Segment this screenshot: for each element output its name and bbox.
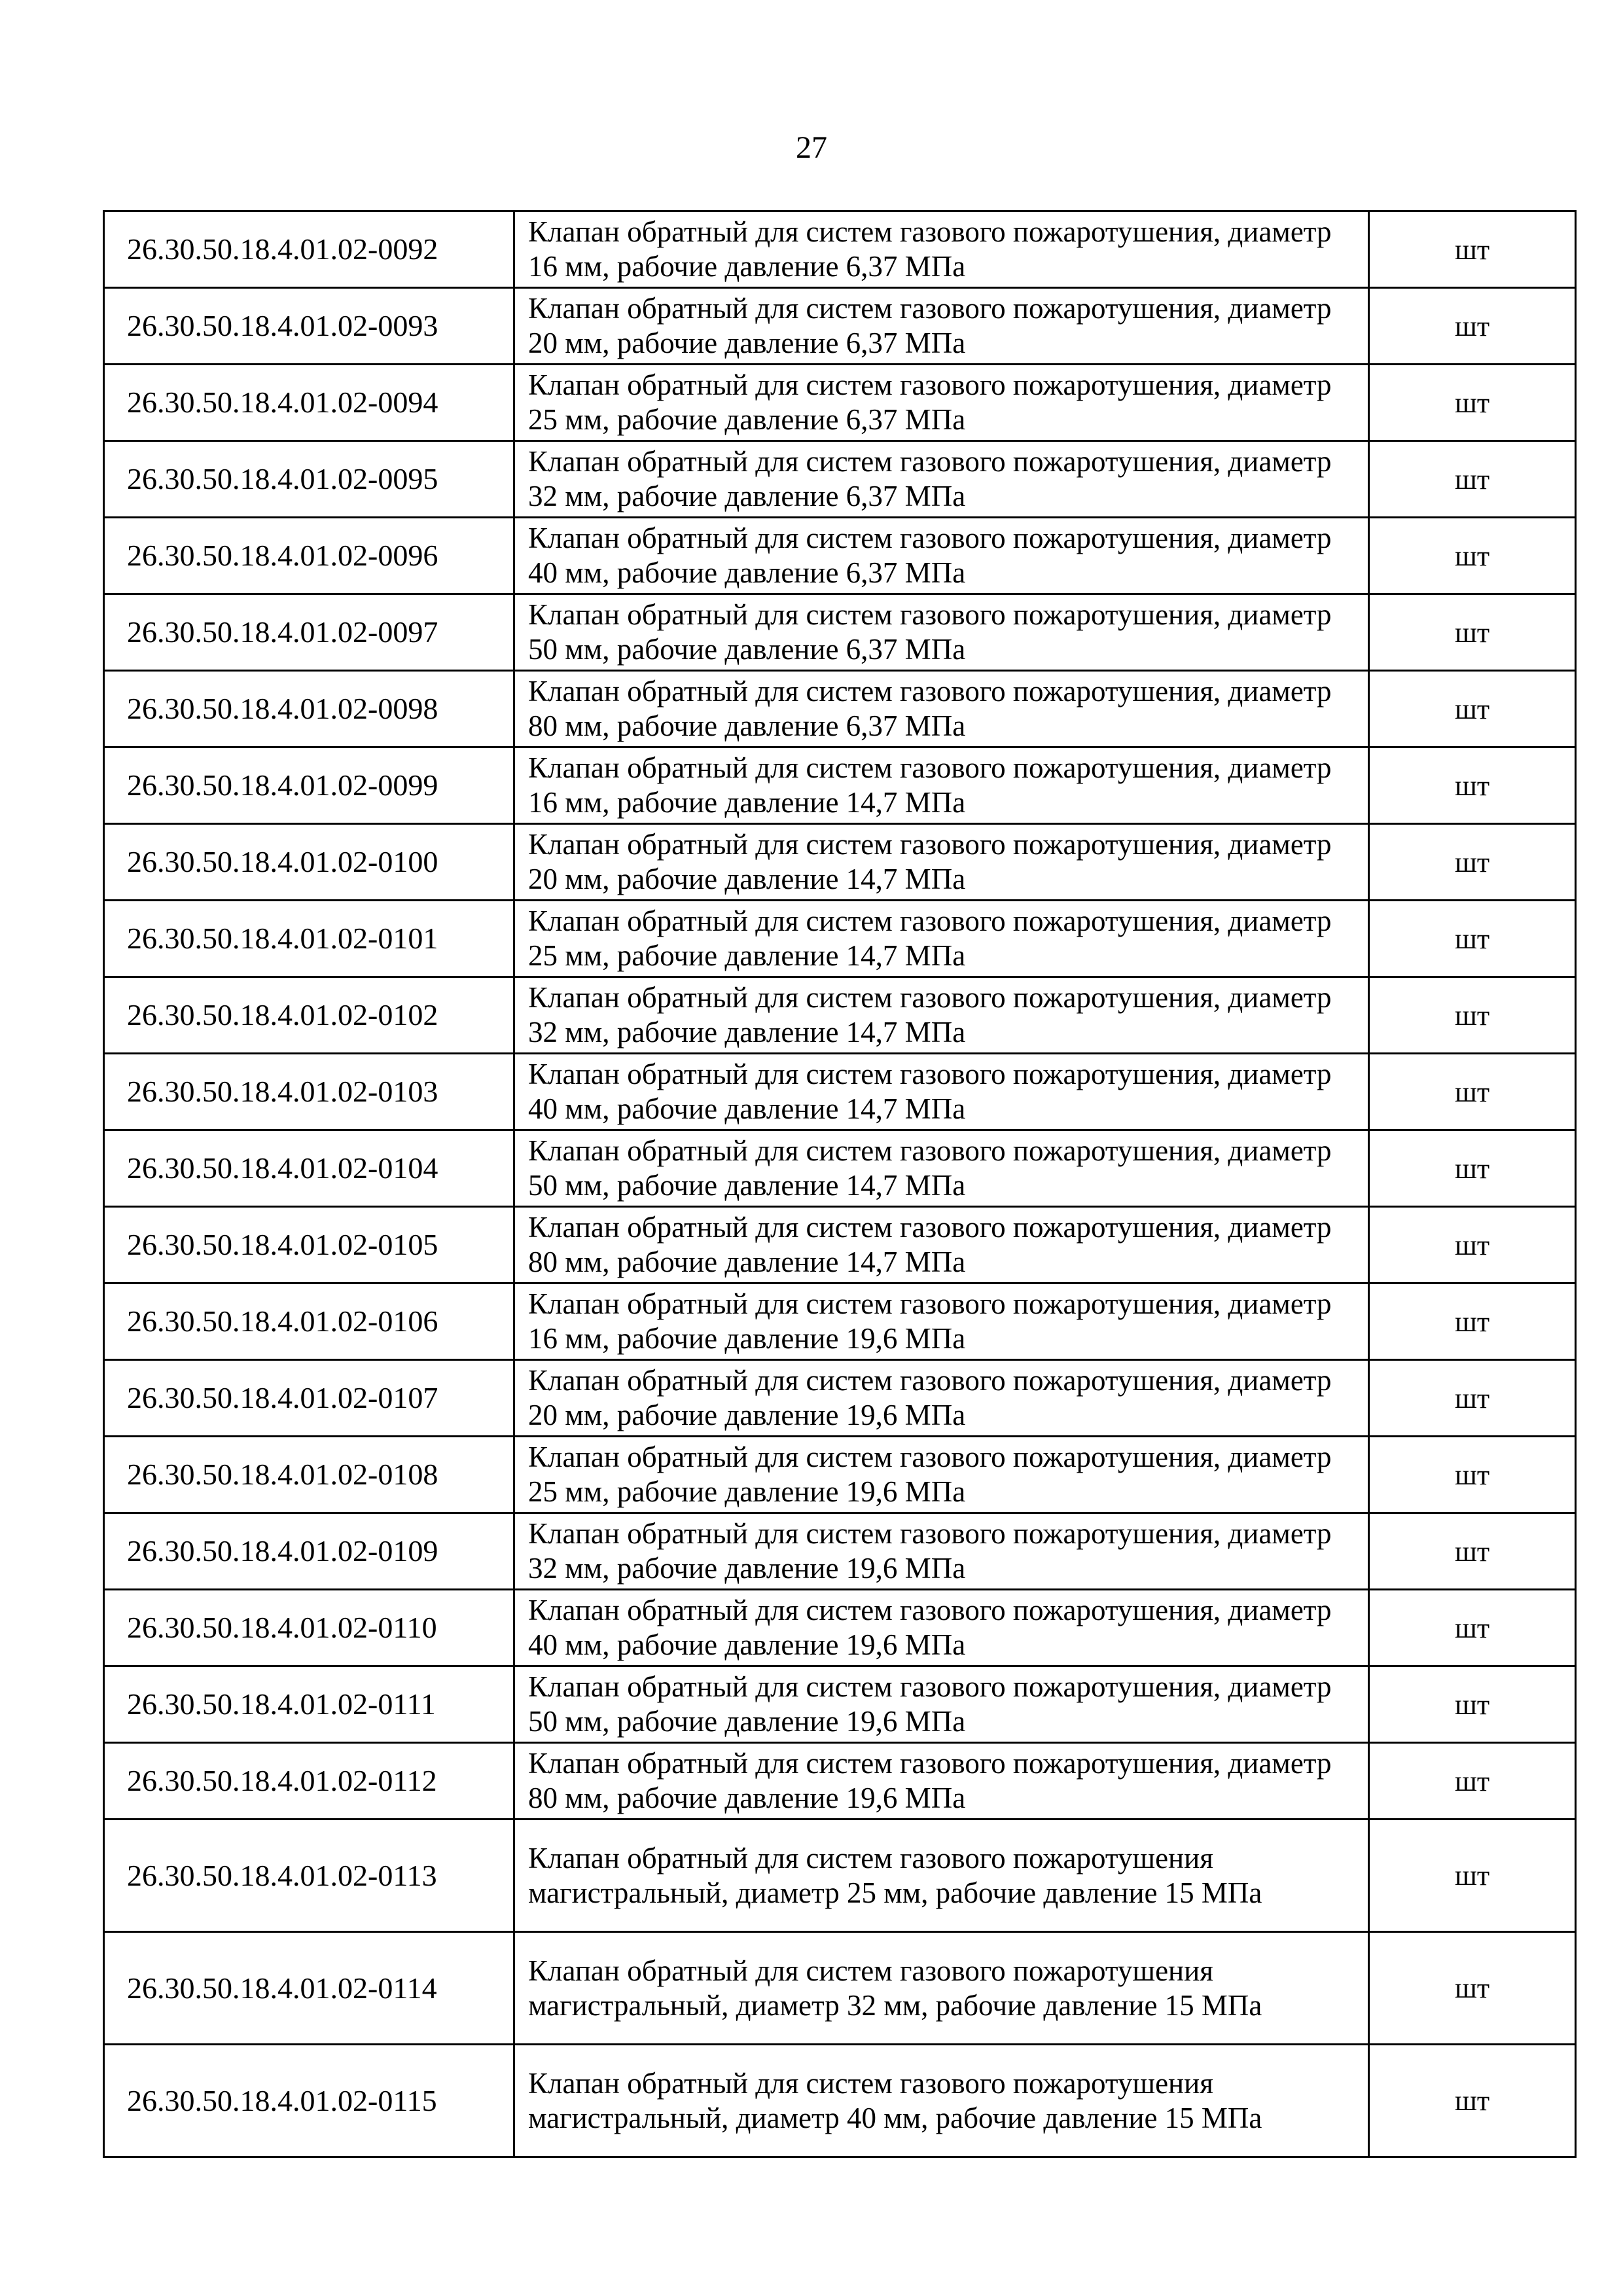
item-code-cell: 26.30.50.18.4.01.02-0110 (104, 1590, 514, 1666)
table-row (104, 594, 1576, 671)
item-description-cell: Клапан обратный для систем газового пожаротушения, диаметр 16 мм, рабочие давление 6,37 МПа (514, 211, 1369, 288)
item-description-cell: Клапан обратный для систем газового пожаротушения магистральный, диаметр 40 мм, рабочие давление 15 МПа (514, 2045, 1369, 2157)
item-description-cell: Клапан обратный для систем газового пожаротушения магистральный, диаметр 25 мм, рабочие давление 15 МПа (514, 1820, 1369, 1932)
item-unit-cell: шт (1369, 1437, 1576, 1513)
item-code-cell: 26.30.50.18.4.01.02-0103 (104, 1054, 514, 1130)
item-code-cell: 26.30.50.18.4.01.02-0100 (104, 824, 514, 901)
table-row (104, 747, 1576, 824)
table-row (104, 1130, 1576, 1207)
item-description-cell: Клапан обратный для систем газового пожаротушения, диаметр 80 мм, рабочие давление 14,7 МПа (514, 1207, 1369, 1283)
item-code-cell: 26.30.50.18.4.01.02-0104 (104, 1130, 514, 1207)
item-description-cell: Клапан обратный для систем газового пожаротушения, диаметр 16 мм, рабочие давление 14,7 МПа (514, 747, 1369, 824)
item-description-cell: Клапан обратный для систем газового пожаротушения, диаметр 50 мм, рабочие давление 6,37 МПа (514, 594, 1369, 671)
item-unit-cell: шт (1369, 1666, 1576, 1743)
item-description-cell: Клапан обратный для систем газового пожаротушения, диаметр 40 мм, рабочие давление 14,7 МПа (514, 1054, 1369, 1130)
item-description-cell: Клапан обратный для систем газового пожаротушения, диаметр 80 мм, рабочие давление 6,37 МПа (514, 671, 1369, 747)
table-row (104, 824, 1576, 901)
item-code-cell: 26.30.50.18.4.01.02-0096 (104, 518, 514, 594)
item-description-cell: Клапан обратный для систем газового пожаротушения, диаметр 16 мм, рабочие давление 19,6 МПа (514, 1283, 1369, 1360)
table-row (104, 1820, 1576, 1932)
item-description-cell: Клапан обратный для систем газового пожаротушения, диаметр 25 мм, рабочие давление 19,6 МПа (514, 1437, 1369, 1513)
item-unit-cell: шт (1369, 1360, 1576, 1437)
page-number: 27 (796, 130, 827, 165)
item-unit-cell: шт (1369, 1054, 1576, 1130)
item-description-cell: Клапан обратный для систем газового пожаротушения, диаметр 20 мм, рабочие давление 14,7 МПа (514, 824, 1369, 901)
table-row (104, 441, 1576, 518)
table-row (104, 1590, 1576, 1666)
table-row (104, 1743, 1576, 1820)
item-code-cell: 26.30.50.18.4.01.02-0094 (104, 365, 514, 441)
table-row (104, 1932, 1576, 2045)
item-description-cell: Клапан обратный для систем газового пожаротушения, диаметр 50 мм, рабочие давление 14,7 МПа (514, 1130, 1369, 1207)
item-code-cell: 26.30.50.18.4.01.02-0098 (104, 671, 514, 747)
spec-table-body (104, 211, 1576, 2157)
table-row (104, 1666, 1576, 1743)
table-row (104, 1360, 1576, 1437)
item-code-cell: 26.30.50.18.4.01.02-0093 (104, 288, 514, 365)
item-unit-cell: шт (1369, 594, 1576, 671)
item-unit-cell: шт (1369, 365, 1576, 441)
table-row (104, 2045, 1576, 2157)
item-description-cell: Клапан обратный для систем газового пожаротушения, диаметр 25 мм, рабочие давление 14,7 МПа (514, 901, 1369, 977)
item-unit-cell: шт (1369, 901, 1576, 977)
item-description-cell: Клапан обратный для систем газового пожаротушения, диаметр 32 мм, рабочие давление 14,7 МПа (514, 977, 1369, 1054)
item-unit-cell: шт (1369, 2045, 1576, 2157)
item-code-cell: 26.30.50.18.4.01.02-0113 (104, 1820, 514, 1932)
item-description-cell: Клапан обратный для систем газового пожаротушения, диаметр 32 мм, рабочие давление 19,6 МПа (514, 1513, 1369, 1590)
table-row (104, 977, 1576, 1054)
item-unit-cell: шт (1369, 1932, 1576, 2045)
item-code-cell: 26.30.50.18.4.01.02-0097 (104, 594, 514, 671)
item-code-cell: 26.30.50.18.4.01.02-0099 (104, 747, 514, 824)
item-code-cell: 26.30.50.18.4.01.02-0114 (104, 1932, 514, 2045)
item-code-cell: 26.30.50.18.4.01.02-0107 (104, 1360, 514, 1437)
item-unit-cell: шт (1369, 1820, 1576, 1932)
item-code-cell: 26.30.50.18.4.01.02-0115 (104, 2045, 514, 2157)
table-row (104, 288, 1576, 365)
item-code-cell: 26.30.50.18.4.01.02-0105 (104, 1207, 514, 1283)
item-description-cell: Клапан обратный для систем газового пожаротушения, диаметр 25 мм, рабочие давление 6,37 МПа (514, 365, 1369, 441)
table-row (104, 1437, 1576, 1513)
item-code-cell: 26.30.50.18.4.01.02-0108 (104, 1437, 514, 1513)
table-row (104, 1207, 1576, 1283)
item-unit-cell: шт (1369, 518, 1576, 594)
item-code-cell: 26.30.50.18.4.01.02-0106 (104, 1283, 514, 1360)
item-code-cell: 26.30.50.18.4.01.02-0109 (104, 1513, 514, 1590)
item-unit-cell: шт (1369, 1513, 1576, 1590)
item-unit-cell: шт (1369, 288, 1576, 365)
table-row (104, 901, 1576, 977)
table-row (104, 365, 1576, 441)
item-unit-cell: шт (1369, 1590, 1576, 1666)
item-unit-cell: шт (1369, 1207, 1576, 1283)
item-unit-cell: шт (1369, 747, 1576, 824)
item-unit-cell: шт (1369, 824, 1576, 901)
table-row (104, 671, 1576, 747)
item-description-cell: Клапан обратный для систем газового пожаротушения, диаметр 50 мм, рабочие давление 19,6 МПа (514, 1666, 1369, 1743)
item-description-cell: Клапан обратный для систем газового пожаротушения, диаметр 20 мм, рабочие давление 6,37 МПа (514, 288, 1369, 365)
item-unit-cell: шт (1369, 977, 1576, 1054)
table-row (104, 518, 1576, 594)
item-unit-cell: шт (1369, 1283, 1576, 1360)
item-code-cell: 26.30.50.18.4.01.02-0112 (104, 1743, 514, 1820)
table-row (104, 1054, 1576, 1130)
item-unit-cell: шт (1369, 211, 1576, 288)
item-description-cell: Клапан обратный для систем газового пожаротушения магистральный, диаметр 32 мм, рабочие давление 15 МПа (514, 1932, 1369, 2045)
item-code-cell: 26.30.50.18.4.01.02-0111 (104, 1666, 514, 1743)
item-code-cell: 26.30.50.18.4.01.02-0092 (104, 211, 514, 288)
item-description-cell: Клапан обратный для систем газового пожаротушения, диаметр 40 мм, рабочие давление 19,6 МПа (514, 1590, 1369, 1666)
table-row (104, 1513, 1576, 1590)
item-description-cell: Клапан обратный для систем газового пожаротушения, диаметр 32 мм, рабочие давление 6,37 МПа (514, 441, 1369, 518)
item-unit-cell: шт (1369, 671, 1576, 747)
item-code-cell: 26.30.50.18.4.01.02-0102 (104, 977, 514, 1054)
item-unit-cell: шт (1369, 1743, 1576, 1820)
item-unit-cell: шт (1369, 1130, 1576, 1207)
item-description-cell: Клапан обратный для систем газового пожаротушения, диаметр 20 мм, рабочие давление 19,6 МПа (514, 1360, 1369, 1437)
table-row (104, 211, 1576, 288)
item-code-cell: 26.30.50.18.4.01.02-0095 (104, 441, 514, 518)
item-description-cell: Клапан обратный для систем газового пожаротушения, диаметр 80 мм, рабочие давление 19,6 МПа (514, 1743, 1369, 1820)
item-code-cell: 26.30.50.18.4.01.02-0101 (104, 901, 514, 977)
item-description-cell: Клапан обратный для систем газового пожаротушения, диаметр 40 мм, рабочие давление 6,37 МПа (514, 518, 1369, 594)
table-row (104, 1283, 1576, 1360)
spec-table (103, 210, 1577, 2158)
item-unit-cell: шт (1369, 441, 1576, 518)
